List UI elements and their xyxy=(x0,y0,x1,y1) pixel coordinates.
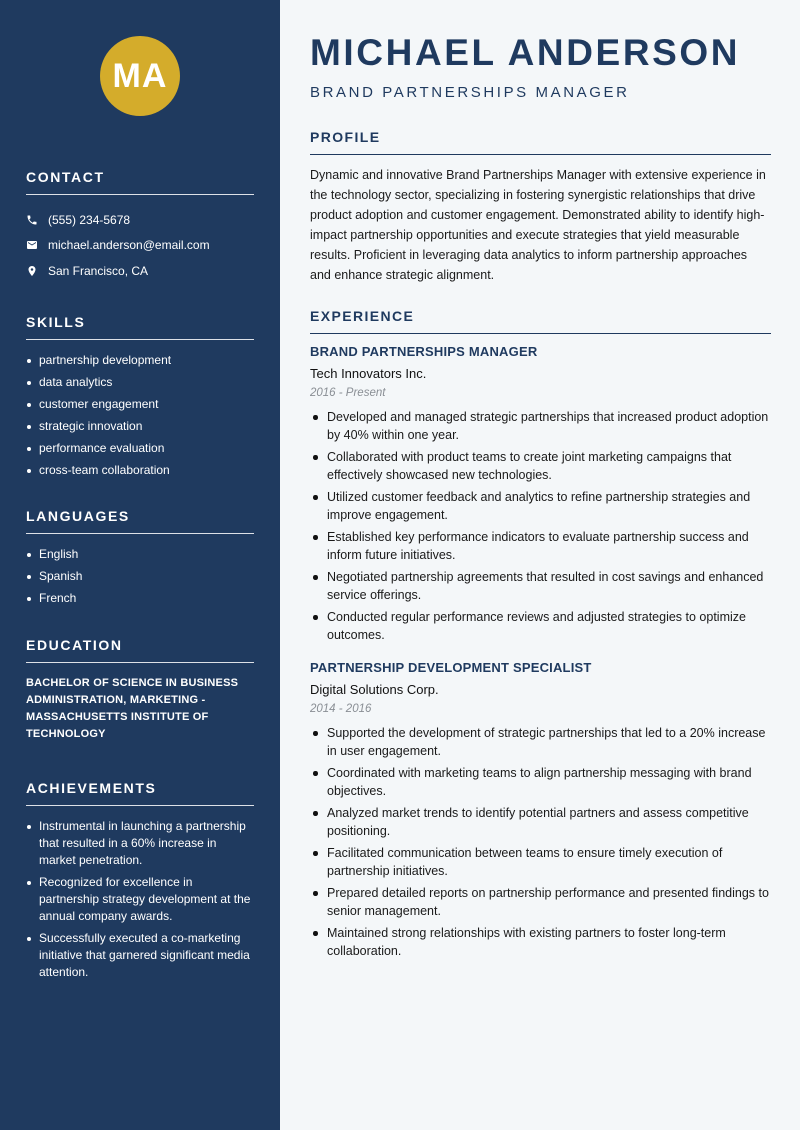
candidate-name: MICHAEL ANDERSON xyxy=(310,32,741,73)
job-dates: 2014 - 2016 xyxy=(310,703,372,715)
contact-heading: CONTACT xyxy=(26,169,254,195)
job-bullet: Negotiated partnership agreements that resulted in cost savings and enhanced service offerings. xyxy=(310,568,771,604)
languages-section xyxy=(26,508,254,607)
skill-item: partnership development xyxy=(26,352,254,369)
job-bullet: Coordinated with marketing teams to align partnership messaging with brand objectives. xyxy=(310,764,771,800)
skill-item: cross-team collaboration xyxy=(26,462,254,479)
job-bullet: Supported the development of strategic partnerships that led to a 20% increase in user engagement. xyxy=(310,724,771,760)
job-bullet: Utilized customer feedback and analytics to refine partnership strategies and improve engagement. xyxy=(310,488,771,524)
contact-email xyxy=(26,233,254,259)
achievement-item: Recognized for excellence in partnership strategy development at the annual company awards. xyxy=(26,874,254,925)
job-bullet: Developed and managed strategic partnerships that increased product adoption by 40% within one year. xyxy=(310,408,771,444)
candidate-role: BRAND PARTNERSHIPS MANAGER xyxy=(310,84,630,101)
education-degree: BACHELOR OF SCIENCE IN BUSINESS ADMINISTRATION, MARKETING - MASSACHUSETTS INSTITUTE OF TECHNOLOGY xyxy=(26,676,239,740)
job-bullet: Maintained strong relationships with existing partners to foster long-term collaboration. xyxy=(310,924,771,960)
contact-section xyxy=(26,169,254,284)
skills-list xyxy=(26,352,254,479)
job-title: PARTNERSHIP DEVELOPMENT SPECIALIST xyxy=(310,660,592,675)
job-entry xyxy=(310,660,771,960)
job-bullet: Collaborated with product teams to create joint marketing campaigns that effectively showcased new technologies. xyxy=(310,448,771,484)
experience-section xyxy=(310,308,771,960)
language-item: English xyxy=(26,546,254,563)
achievement-item: Successfully executed a co-marketing initiative that garnered significant media attention. xyxy=(26,930,254,981)
job-company: Tech Innovators Inc. xyxy=(310,366,427,381)
achievements-list xyxy=(26,818,254,981)
phone-icon xyxy=(26,214,48,226)
contact-location xyxy=(26,258,254,284)
skills-section xyxy=(26,314,254,479)
education-heading: EDUCATION xyxy=(26,637,254,663)
job-bullet: Prepared detailed reports on partnership performance and presented findings to senior management. xyxy=(310,884,771,920)
skills-heading: SKILLS xyxy=(26,314,254,340)
contact-email-text: michael.anderson@email.com xyxy=(48,238,210,253)
profile-heading: PROFILE xyxy=(310,129,771,155)
location-pin-icon xyxy=(26,265,48,277)
job-dates: 2016 - Present xyxy=(310,387,386,399)
job-bullet: Analyzed market trends to identify potential partners and assess competitive positioning. xyxy=(310,804,771,840)
profile-summary: Dynamic and innovative Brand Partnerships Manager with extensive experience in the technology sector, specializing in fostering synergistic relationships that drive product adoption and customer engagement. Demonstrated ability to identify high-impact partnership opportunities and execute strategies that yield measurable results. Proficient in leveraging data analytics to inform partnership approaches and enhance strategic alignment. xyxy=(310,168,766,282)
languages-heading: LANGUAGES xyxy=(26,508,254,534)
main-content xyxy=(280,0,800,1130)
language-item: Spanish xyxy=(26,568,254,585)
job-bullet: Conducted regular performance reviews and adjusted strategies to optimize outcomes. xyxy=(310,608,771,644)
job-title: BRAND PARTNERSHIPS MANAGER xyxy=(310,344,538,359)
skill-item: customer engagement xyxy=(26,396,254,413)
skill-item: strategic innovation xyxy=(26,418,254,435)
avatar-wrap xyxy=(26,0,254,116)
mail-icon xyxy=(26,239,48,251)
experience-heading: EXPERIENCE xyxy=(310,308,771,334)
job-bullet: Facilitated communication between teams to ensure timely execution of partnership initiatives. xyxy=(310,844,771,880)
skill-item: performance evaluation xyxy=(26,440,254,457)
profile-section xyxy=(310,129,771,285)
education-section xyxy=(26,637,254,743)
job-bullets xyxy=(310,724,771,960)
achievements-heading: ACHIEVEMENTS xyxy=(26,780,254,806)
avatar: MA xyxy=(100,36,180,116)
achievements-section xyxy=(26,780,254,981)
job-bullets xyxy=(310,408,771,644)
job-entry xyxy=(310,344,771,644)
contact-location-text: San Francisco, CA xyxy=(48,263,149,278)
job-bullet: Established key performance indicators to evaluate partnership success and inform future initiatives. xyxy=(310,528,771,564)
contact-phone xyxy=(26,207,254,233)
languages-list xyxy=(26,546,254,607)
job-company: Digital Solutions Corp. xyxy=(310,682,439,697)
contact-phone-text: (555) 234-5678 xyxy=(48,212,131,227)
sidebar xyxy=(0,0,280,1130)
skill-item: data analytics xyxy=(26,374,254,391)
achievement-item: Instrumental in launching a partnership that resulted in a 60% increase in market penetration. xyxy=(26,818,254,869)
language-item: French xyxy=(26,590,254,607)
